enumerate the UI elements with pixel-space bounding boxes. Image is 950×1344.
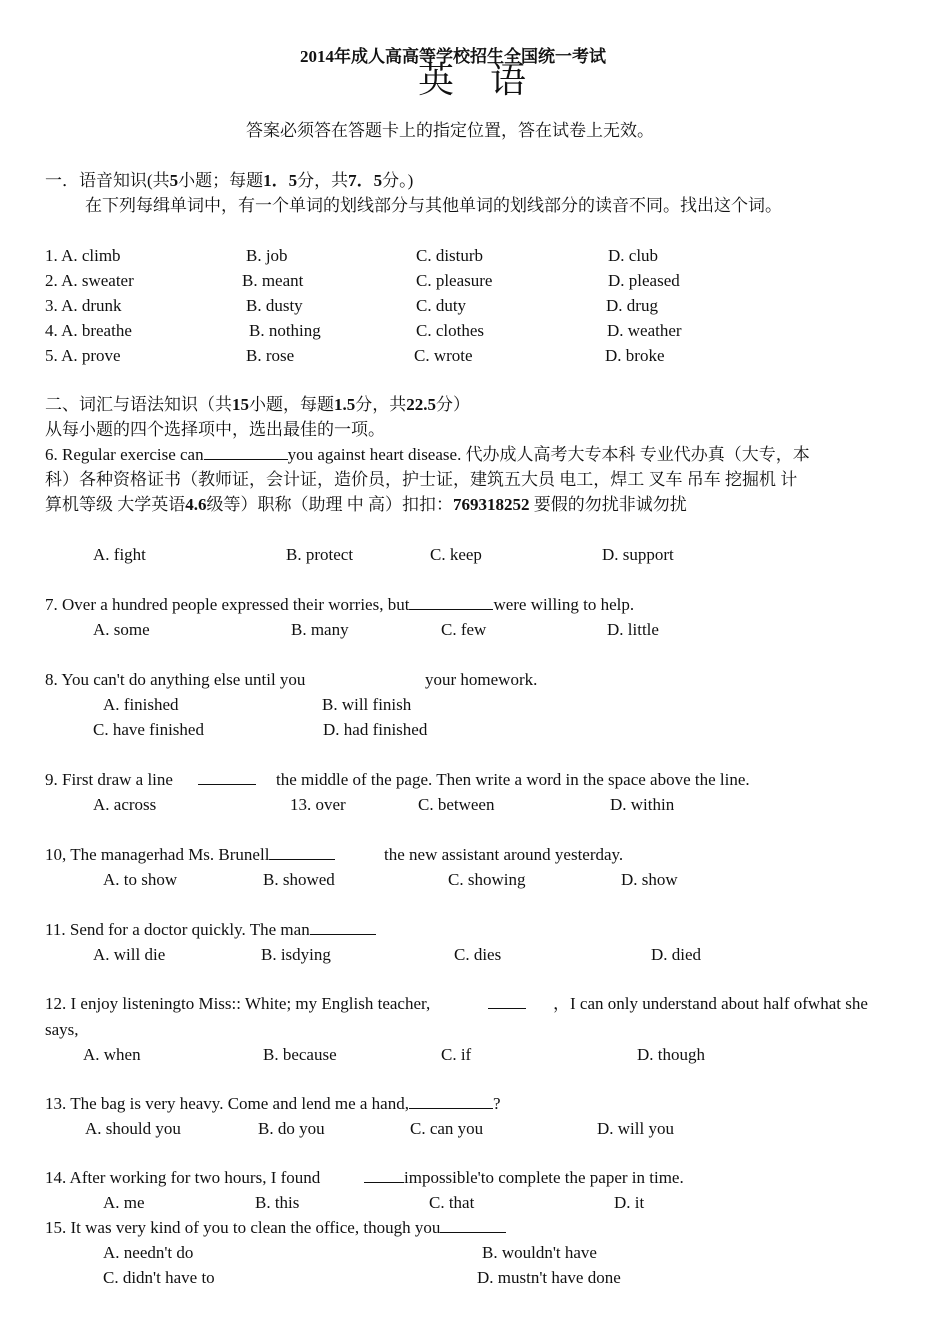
q12-option-d: D. though — [637, 1045, 705, 1064]
q12-stem-b: ，I can only understand about half ofwhat she — [553, 994, 868, 1013]
q7-option-c: C. few — [441, 620, 487, 639]
q8-option-d: D. had finished — [323, 720, 428, 739]
q9-option-b: 13. over — [290, 795, 346, 814]
q6-line3-bold1: 4.6 — [185, 495, 207, 514]
q11-option-b: B. isdying — [261, 945, 331, 964]
q6-ad-line2: 科）各种资格证书（教师证，会计证，造价员，护士证，建筑五大员 电工，焊工 叉车 吊车 挖掘机 计 — [45, 470, 798, 489]
q9-option-a: A. across — [93, 795, 157, 814]
q7-stem-b: were willing to help. — [493, 595, 635, 614]
section2-total: 22.5 — [406, 395, 436, 414]
q6-line3-a: 算机等级 大学英语 — [45, 495, 186, 514]
q10-blank — [269, 845, 335, 860]
q6-ad-line3 — [45, 495, 687, 515]
q6-blank — [204, 445, 288, 460]
section2-title — [45, 395, 470, 415]
section1-each: 1．5 — [263, 171, 298, 190]
q1-option-a: 1. A. climb — [45, 246, 121, 265]
q12-blank — [488, 994, 526, 1014]
q14-stem-b-text: impossible'to complete the paper in time. — [404, 1168, 684, 1187]
q14-blank — [364, 1168, 404, 1183]
section1-instruction: 在下列每缉单词中，有一个单词的划线部分与其他单词的划线部分的读音不同。找出这个词。 — [85, 196, 782, 215]
q10-option-b: B. showed — [263, 870, 335, 889]
section1-title-c: 分，共 — [297, 171, 349, 190]
q7-option-a: A. some — [93, 620, 150, 639]
q4-option-d: D. weather — [607, 321, 682, 340]
q10-option-d: D. show — [621, 870, 678, 889]
q12-option-a: A. when — [83, 1045, 141, 1064]
q13-stem-b: ? — [492, 1094, 501, 1113]
q12-stem-a: 12. I enjoy listeningto Miss:: White; my English teacher, — [45, 994, 431, 1013]
q7-stem — [45, 595, 634, 615]
q12-stem-c: says, — [45, 1020, 79, 1039]
section2-title-b: 小题，每题 — [249, 395, 334, 414]
q6-line3-c: 要假的勿扰非诚勿扰 — [529, 495, 687, 514]
q6-stem — [45, 445, 810, 465]
subject-title: 英 语 — [418, 60, 527, 100]
q14-stem-a: 14. After working for two hours, I found — [45, 1168, 321, 1187]
q1-option-c: C. disturb — [416, 246, 484, 265]
q4-option-a: 4. A. breathe — [45, 321, 132, 340]
q1-option-b: B. job — [246, 246, 288, 265]
section2-count: 15 — [232, 395, 249, 414]
q5-option-b: B. rose — [246, 346, 295, 365]
q15-option-d: D. mustn't have done — [477, 1268, 621, 1287]
q8-stem-a: 8. You can't do anything else until you — [45, 670, 306, 689]
q13-option-c: C. can you — [410, 1119, 484, 1138]
q15-option-a: A. needn't do — [103, 1243, 194, 1262]
q6-stem-a: 6. Regular exercise can — [45, 445, 204, 464]
q11-option-d: D. died — [651, 945, 702, 964]
q9-blank — [198, 770, 256, 790]
q14-stem-b — [364, 1168, 684, 1188]
q10-stem-a — [45, 845, 335, 865]
q9-stem-a: 9. First draw a line — [45, 770, 173, 789]
q5-option-c: C. wrote — [414, 346, 473, 365]
q7-option-b: B. many — [291, 620, 349, 639]
q6-line3-b: 级等）职称（助理 中 高）扣扣： — [206, 495, 453, 514]
q6-stem-b: you against heart disease. 代办成人高考大专本科 专业代办真（大专，本 — [287, 445, 810, 464]
q11-option-a: A. will die — [93, 945, 166, 964]
q2-option-a: 2. A. sweater — [45, 271, 134, 290]
q14-option-b: B. this — [255, 1193, 300, 1212]
q1-option-d: D. club — [608, 246, 659, 265]
q13-option-a: A. should you — [85, 1119, 181, 1138]
q9-option-d: D. within — [610, 795, 675, 814]
q3-option-c: C. duty — [416, 296, 467, 315]
q7-blank — [409, 595, 493, 610]
q15-option-b: B. wouldn't have — [482, 1243, 597, 1262]
q15-option-c: C. didn't have to — [103, 1268, 215, 1287]
q14-option-d: D. it — [614, 1193, 645, 1212]
q2-option-d: D. pleased — [608, 271, 680, 290]
section2-title-c: 分，共 — [355, 395, 407, 414]
q15-blank — [440, 1218, 506, 1233]
section2-title-a: 二、词汇与语法知识（共 — [45, 395, 232, 414]
section1-title-a: 一．语音知识(共 — [45, 171, 170, 190]
q7-stem-a: 7. Over a hundred people expressed their worries, but — [45, 595, 410, 614]
q10-stem-a-text: 10, The managerhad Ms. Brunell — [45, 845, 270, 864]
q6-line3-bold2: 769318252 — [453, 495, 530, 514]
q8-option-c: C. have finished — [93, 720, 204, 739]
q2-option-c: C. pleasure — [416, 271, 493, 290]
q10-stem-b: the new assistant around yesterday. — [384, 845, 624, 864]
q3-option-b: B. dusty — [246, 296, 303, 315]
q10-option-c: C. showing — [448, 870, 526, 889]
q6-option-b: B. protect — [286, 545, 354, 564]
q6-option-d: D. support — [602, 545, 674, 564]
q13-stem — [45, 1094, 501, 1114]
q13-option-d: D. will you — [597, 1119, 674, 1138]
section1-title — [45, 171, 413, 191]
q15-stem-a: 15. It was very kind of you to clean the office, though you — [45, 1218, 441, 1237]
q11-option-c: C. dies — [454, 945, 502, 964]
q11-stem-a: 11. Send for a doctor quickly. The man — [45, 920, 310, 939]
answer-instruction: 答案必须答在答题卡上的指定位置，答在试卷上无效。 — [246, 121, 654, 140]
q8-option-a: A. finished — [103, 695, 179, 714]
section1-count: 5 — [169, 171, 179, 190]
section1-title-b: 小题；每题 — [178, 171, 264, 190]
section2-title-d: 分） — [436, 395, 470, 414]
q12-option-c: C. if — [441, 1045, 472, 1064]
q3-option-d: D. drug — [606, 296, 658, 315]
q7-option-d: D. little — [607, 620, 659, 639]
q15-stem — [45, 1218, 506, 1238]
q13-option-b: B. do you — [258, 1119, 325, 1138]
q5-option-d: D. broke — [605, 346, 665, 365]
q5-option-a: 5. A. prove — [45, 346, 121, 365]
section2-each: 1.5 — [334, 395, 356, 414]
q11-stem — [45, 920, 376, 940]
q13-stem-a: 13. The bag is very heavy. Come and lend me a hand, — [45, 1094, 409, 1113]
q12-option-b: B. because — [263, 1045, 337, 1064]
q14-option-a: A. me — [103, 1193, 145, 1212]
q4-option-c: C. clothes — [416, 321, 484, 340]
q2-option-b: B. meant — [242, 271, 304, 290]
q3-option-a: 3. A. drunk — [45, 296, 122, 315]
q8-stem-b: your homework. — [425, 670, 538, 689]
section1-title-d: 分。) — [382, 171, 414, 190]
exam-title: 2014年成人高高等学校招生全国统一考试 — [300, 47, 606, 66]
q4-option-b: B. nothing — [249, 321, 321, 340]
q14-option-c: C. that — [429, 1193, 475, 1212]
section1-total: 7．5 — [348, 171, 383, 190]
q6-option-c: C. keep — [430, 545, 482, 564]
q6-option-a: A. fight — [93, 545, 146, 564]
q13-blank — [409, 1094, 493, 1109]
q11-blank — [310, 920, 376, 935]
section2-instruction: 从每小题的四个选择项中，选出最佳的一项。 — [45, 420, 385, 439]
q8-option-b: B. will finish — [322, 695, 412, 714]
q9-option-c: C. between — [418, 795, 495, 814]
q10-option-a: A. to show — [103, 870, 178, 889]
q9-stem-b: the middle of the page. Then write a word in the space above the line. — [276, 770, 750, 789]
